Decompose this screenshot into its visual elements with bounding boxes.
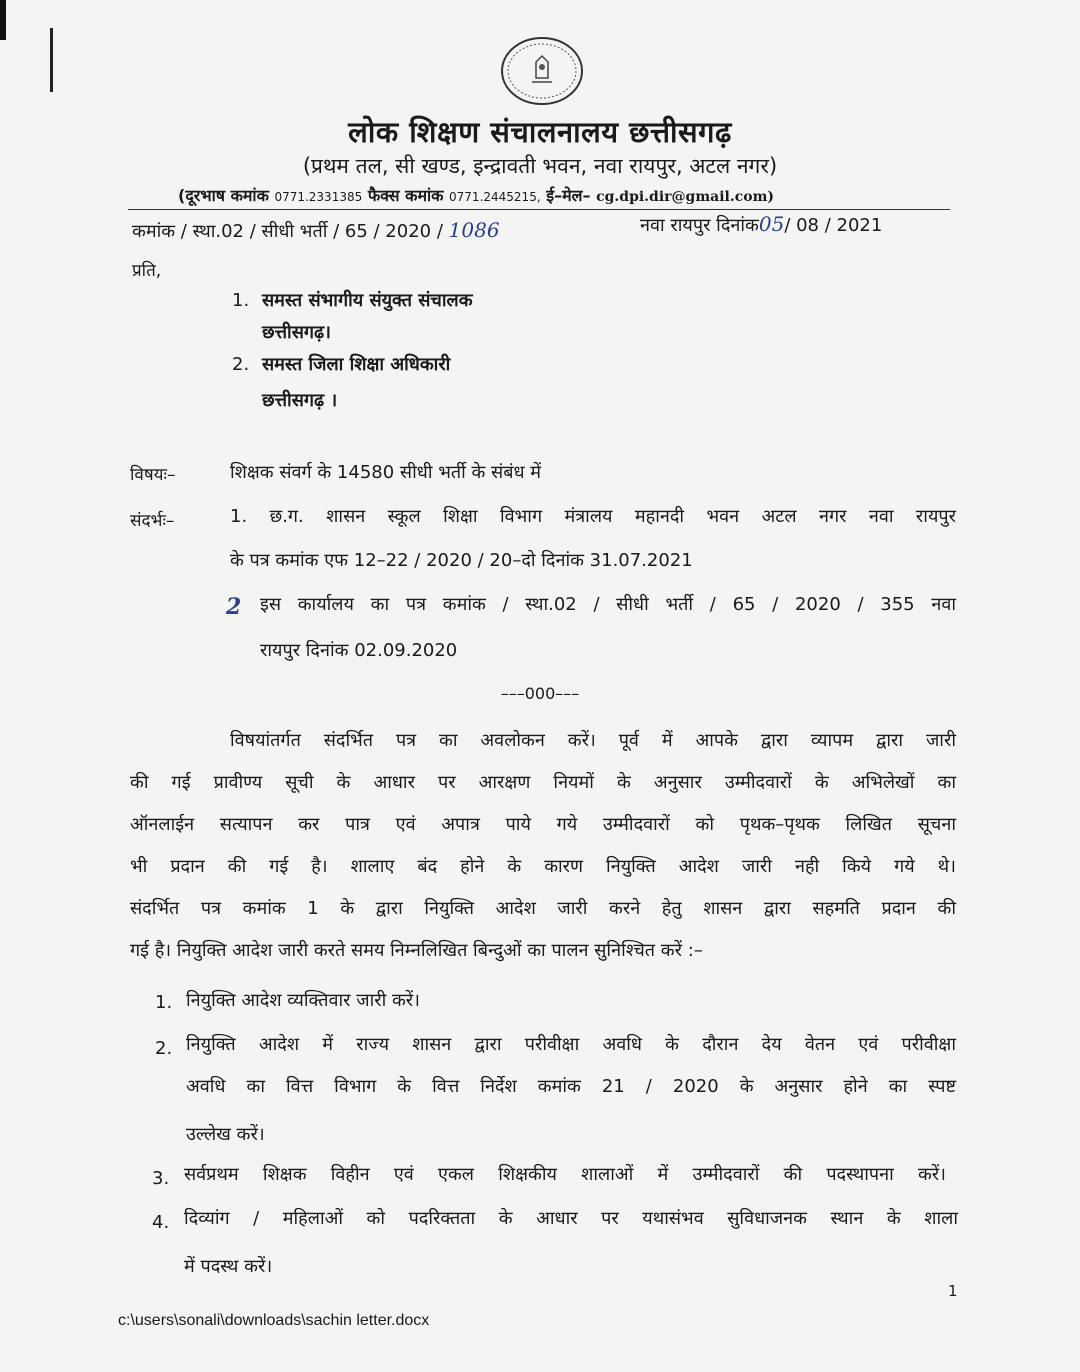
scan-margin-mark [50,28,53,92]
scan-edge-mark [0,0,6,40]
fax-label: फैक्स कमांक [367,186,444,205]
paragraph-line: ऑनलाईन सत्यापन कर पात्र एवं अपात्र पाये गये उम्मीदवारों को पृथक–पृथक लिखित सूचना [130,814,956,835]
office-address: (प्रथम तल, सी खण्ड, इन्द्रावती भवन, नवा रायपुर, अटल नगर) [302,154,778,178]
state-emblem-seal-icon [500,36,584,106]
point-number: 4. [152,1212,170,1233]
reference-number [132,218,500,243]
paragraph-line: विषयांतर्गत संदर्भित पत्र का अवलोकन करें। पूर्व में आपके द्वारा व्यापम द्वारा जारी [230,730,956,751]
prati-label: प्रति, [132,261,162,281]
point-line: में पदस्थ करें। [184,1256,273,1277]
reference-1-line-2: के पत्र कमांक एफ 12–22 / 2020 / 20–दो दिनांक 31.07.2021 [230,550,693,571]
phone-number: 0771.2331385 [274,190,363,204]
addressee-number: 1. [232,290,250,311]
reference-2-number [226,594,241,620]
reference-2-line-1: इस कार्यालय का पत्र कमांक / स्था.02 / सीधी भर्ती / 65 / 2020 / 355 नवा [260,594,956,615]
addressee-2-state: छत्तीसगढ़ । [262,390,338,411]
office-title: लोक शिक्षण संचालनालय छत्तीसगढ़ [348,115,732,149]
paragraph-line: गई है। नियुक्ति आदेश जारी करते समय निम्नलिखित बिन्दुओं का पालन सुनिश्चित करें :– [130,940,703,961]
header-divider [128,209,950,210]
page-number: 1 [948,1282,958,1300]
handwritten-number: 1086 [448,218,500,242]
point-line: नियुक्ति आदेश व्यक्तिवार जारी करें। [186,990,420,1011]
date-prefix: नवा रायपुर दिनांक [640,215,759,236]
date-suffix: / 08 / 2021 [784,215,883,236]
addressee-line: समस्त जिला शिक्षा अधिकारी [262,354,451,375]
point-line: अवधि का वित्त विभाग के वित्त निर्देश कमांक 21 / 2020 के अनुसार होने का स्पष्ट [186,1076,956,1097]
paragraph-line: की गई प्रावीण्य सूची के आधार पर आरक्षण नियमों के अनुसार उम्मीदवारों के अभिलेखों का [130,772,956,793]
paragraph-line: संदर्भित पत्र कमांक 1 के द्वारा नियुक्ति आदेश जारी करने हेतु शासन द्वारा सहमति प्रदान की [130,898,956,919]
paragraph-line: भी प्रदान की गई है। शालाए बंद होने के कारण नियुक्ति आदेश जारी नही किये गये थे। [130,856,956,877]
handwritten-day: 05 [758,212,785,236]
fax-number: 0771.2445215, [449,190,541,204]
addressee-number: 2. [232,354,250,375]
point-line: दिव्यांग / महिलाओं को पदरिक्तता के आधार पर यथासंभव सुविधाजनक स्थान के शाला [184,1208,958,1229]
subject-label: विषयः– [130,465,176,485]
addressee-1-state: छत्तीसगढ़। [262,322,331,343]
point-line: सर्वप्रथम शिक्षक विहीन एवं एकल शिक्षकीय शालाओं में उम्मीदवारों की पदस्थापना करें। [184,1164,946,1185]
addressee-2 [232,352,450,376]
point-number: 2. [155,1038,173,1059]
reference-2-line-2: रायपुर दिनांक 02.09.2020 [260,640,458,661]
point-line: उल्लेख करें। [186,1124,265,1145]
reference-prefix: कमांक / स्था.02 / सीधी भर्ती / 65 / 2020 / [132,221,443,242]
footer-file-path: c:\users\sonali\downloads\sachin letter.docx [118,1312,430,1329]
point-line: नियुक्ति आदेश में राज्य शासन द्वारा परीवीक्षा अवधि के दौरान देय वेतन एवं परीवीक्षा [186,1034,956,1055]
handwritten-ref-number: 2 [226,594,242,620]
phone-label: (दूरभाष कमांक [178,186,269,205]
contact-line [178,184,774,206]
email-address: cg.dpi.dir@gmail.com) [596,189,775,205]
email-label: ई–मेल– [546,186,591,205]
subject-text: शिक्षक संवर्ग के 14580 सीधी भर्ती के संबंध में [230,462,542,483]
separator: –––000––– [500,684,580,703]
addressee-line: समस्त संभागीय संयुक्त संचालक [262,290,473,311]
letter-date [640,212,882,237]
addressee-1 [232,288,473,312]
point-number: 1. [155,992,173,1013]
references-label: संदर्भः– [130,511,175,531]
reference-1-line-1: 1. छ.ग. शासन स्कूल शिक्षा विभाग मंत्रालय महानदी भवन अटल नगर नवा रायपुर [230,506,956,527]
point-number: 3. [152,1168,170,1189]
